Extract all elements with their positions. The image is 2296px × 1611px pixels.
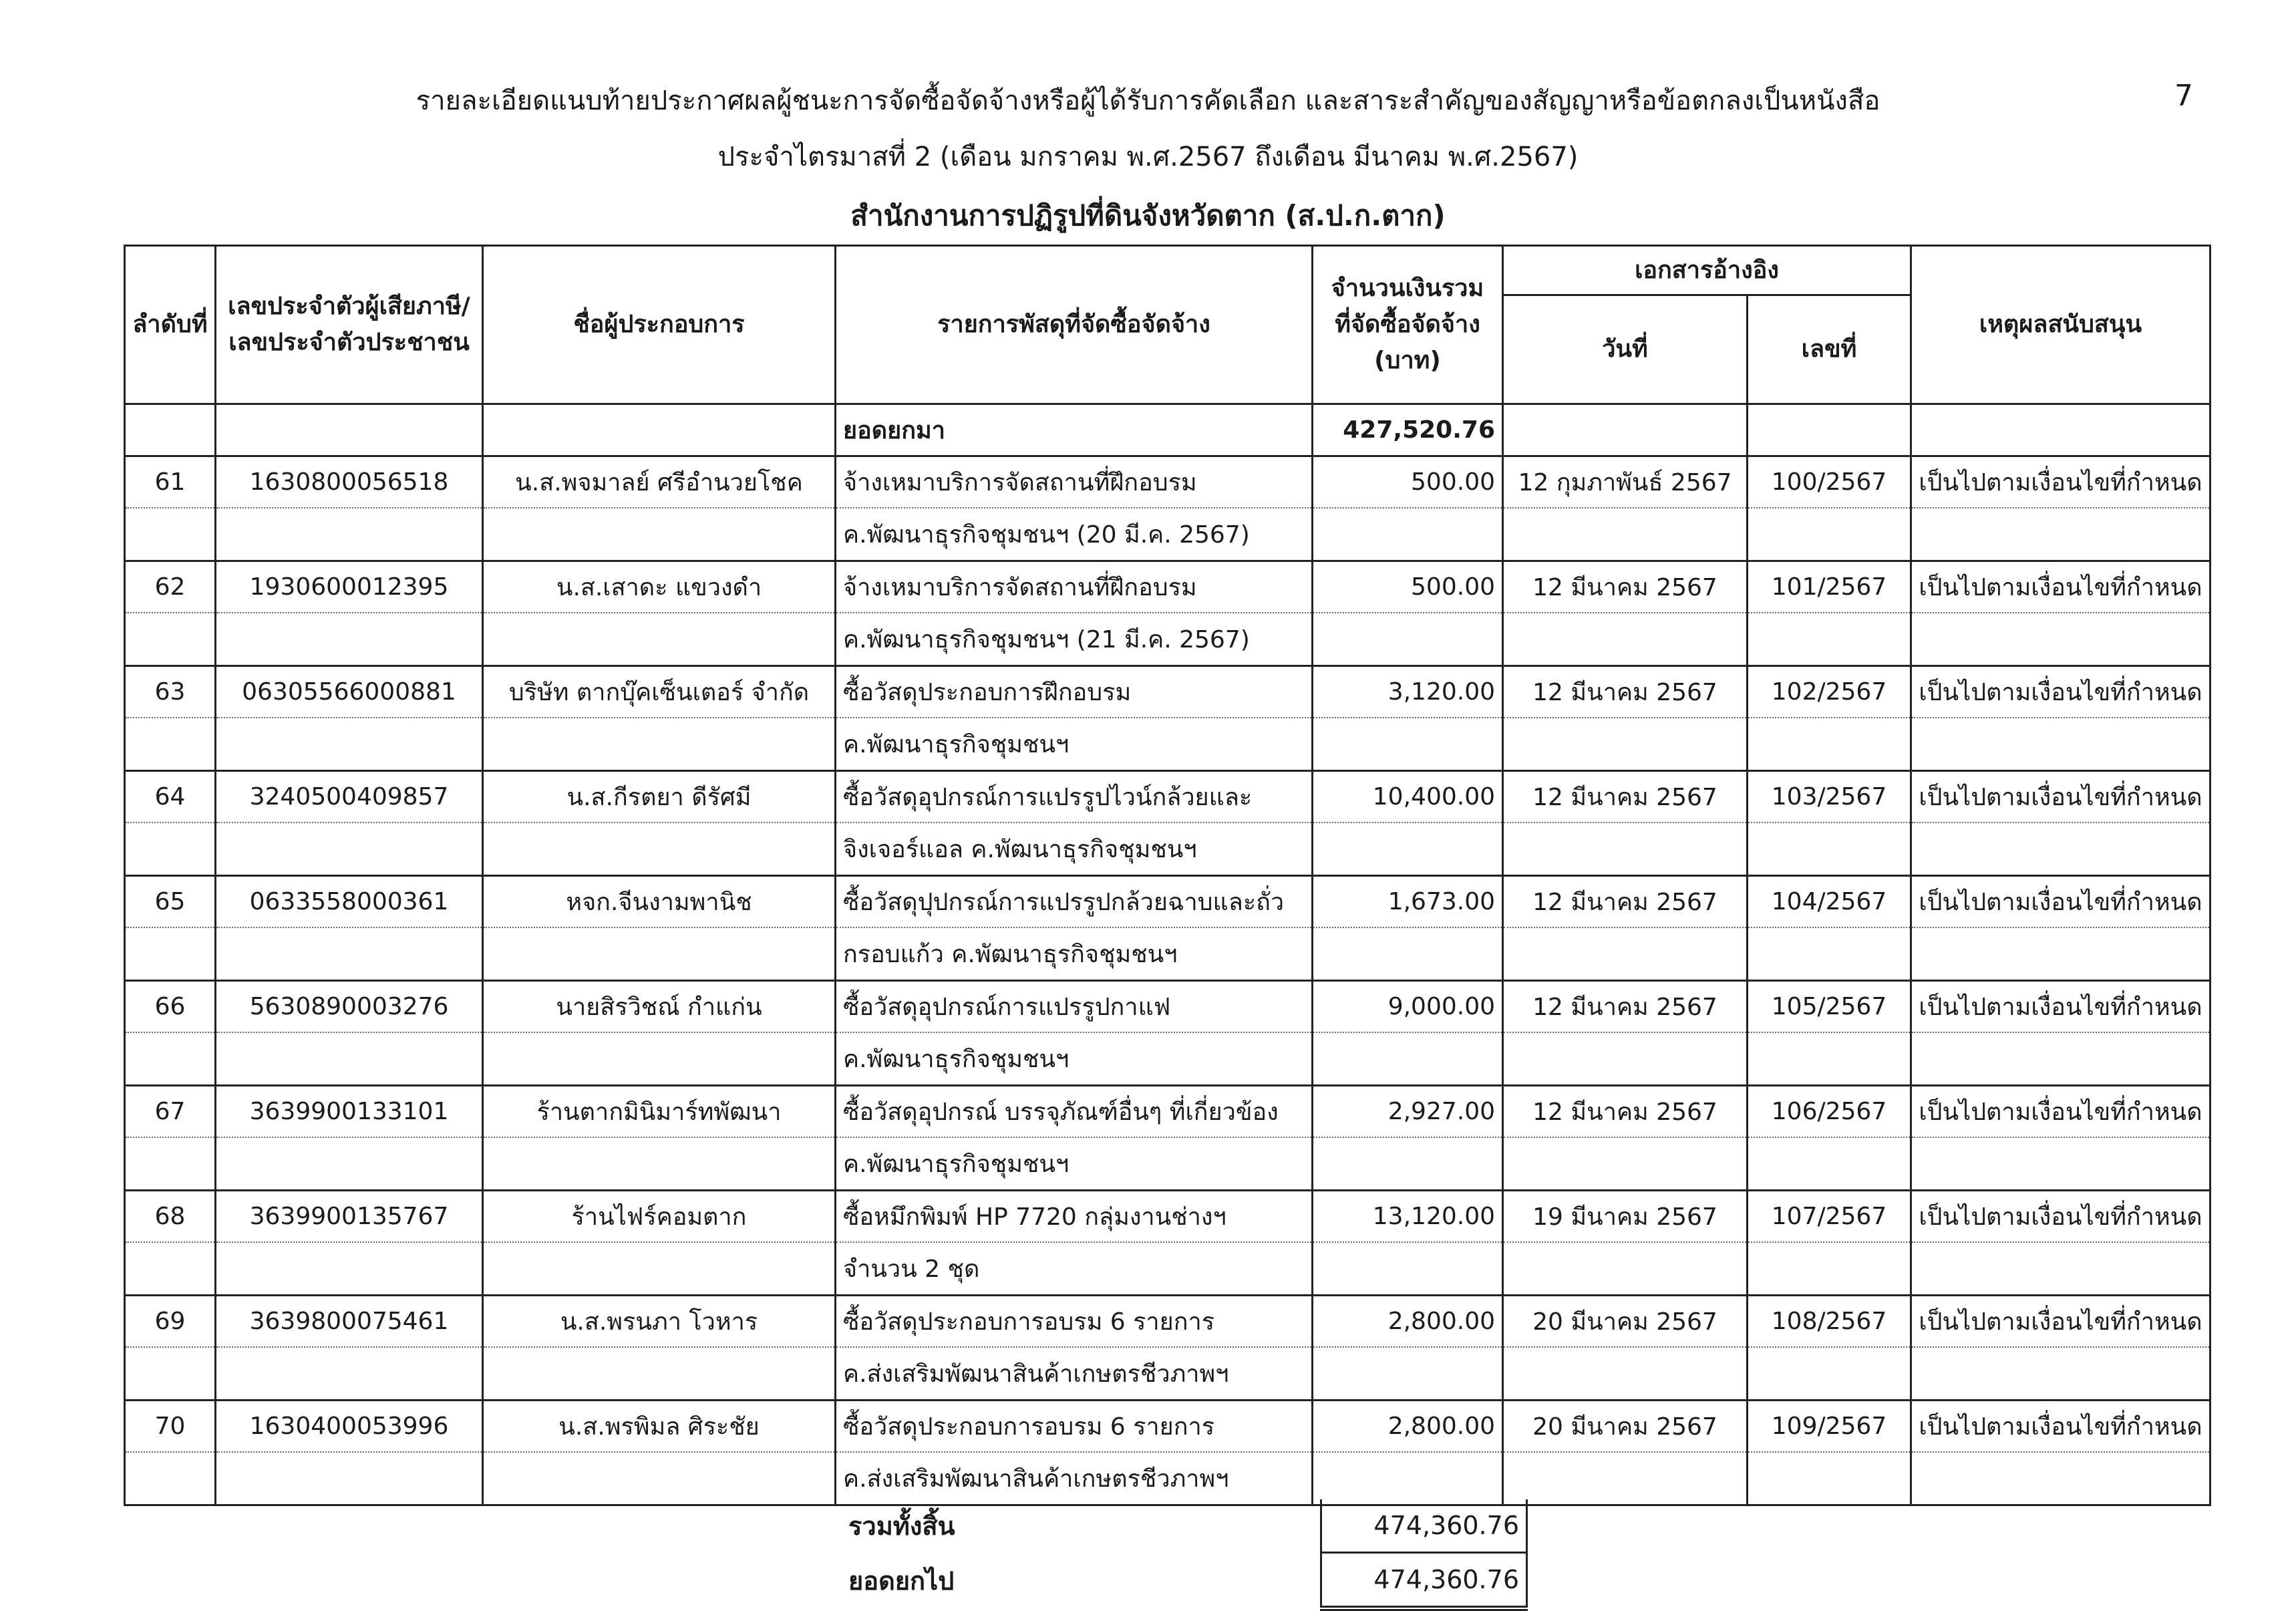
taxid-cell: 3240500409857 <box>216 771 483 823</box>
vendor-cell: น.ส.เสาดะ แขวงดำ <box>483 561 836 613</box>
empty-cell <box>1748 823 1911 876</box>
document-period: ประจำไตรมาสที่ 2 (เดือน มกราคม พ.ศ.2567 ถึงเดือน มีนาคม พ.ศ.2567) <box>717 142 1579 172</box>
vendor-cell: หจก.จีนงามพานิช <box>483 876 836 928</box>
agency-name: สำนักงานการปฏิรูปที่ดินจังหวัดตาก (ส.ป.ก.ตาก) <box>850 199 1446 232</box>
seq-cell: 63 <box>125 666 216 718</box>
ref-no-cell: 101/2567 <box>1748 561 1911 613</box>
header-amount <box>1313 246 1503 404</box>
empty-cell <box>1911 1032 2210 1086</box>
seq-cell: 67 <box>125 1086 216 1138</box>
empty-cell <box>1503 1137 1748 1191</box>
amount-cell: 500.00 <box>1313 561 1503 613</box>
table-header <box>125 246 2210 404</box>
ref-no-cell: 107/2567 <box>1748 1191 1911 1243</box>
amount-cell: 9,000.00 <box>1313 981 1503 1033</box>
empty-cell <box>216 1347 483 1401</box>
empty-cell <box>125 1347 216 1401</box>
carried-in-amount: 427,520.76 <box>1313 404 1503 456</box>
empty-cell <box>1748 718 1911 771</box>
item-line2-cell: ค.พัฒนาธุรกิจชุมชนฯ <box>836 718 1313 771</box>
empty-cell <box>1503 1347 1748 1401</box>
document-title: รายละเอียดแนบท้ายประกาศผลผู้ชนะการจัดซื้อจัดจ้างหรือผู้ได้รับการคัดเลือก และสาระสำคัญของสัญญาหรือข้อตกลงเป็นหนังสือ <box>416 86 1880 116</box>
empty-cell <box>216 613 483 666</box>
empty-cell <box>1748 1137 1911 1191</box>
table-row <box>125 1296 2210 1348</box>
empty-cell <box>483 718 836 771</box>
reason-cell: เป็นไปตามเงื่อนไขที่กำหนด <box>1911 981 2210 1033</box>
taxid-cell: 1930600012395 <box>216 561 483 613</box>
seq-cell: 69 <box>125 1296 216 1348</box>
amount-cell: 1,673.00 <box>1313 876 1503 928</box>
empty-cell <box>125 927 216 981</box>
empty-cell <box>1911 508 2210 561</box>
header-vendor: ชื่อผู้ประกอบการ <box>483 246 836 404</box>
empty-cell <box>216 404 483 456</box>
empty-cell <box>1503 404 1748 456</box>
amount-cell: 2,927.00 <box>1313 1086 1503 1138</box>
empty-cell <box>1911 823 2210 876</box>
seq-cell: 70 <box>125 1401 216 1453</box>
ref-no-cell: 100/2567 <box>1748 456 1911 508</box>
table-row-continuation <box>125 718 2210 771</box>
empty-cell <box>483 927 836 981</box>
empty-cell <box>1313 1242 1503 1296</box>
item-line1-cell: ซื้อวัสดุประกอบการอบรม 6 รายการ <box>836 1401 1313 1453</box>
empty-cell <box>125 1137 216 1191</box>
header-ref-no: เลขที่ <box>1748 295 1911 404</box>
item-line1-cell: จ้างเหมาบริการจัดสถานที่ฝึกอบรม <box>836 561 1313 613</box>
empty-cell <box>1313 1347 1503 1401</box>
taxid-cell: 3639800075461 <box>216 1296 483 1348</box>
item-line1-cell: ซื้อวัสดุอุปกรณ์ บรรจุภัณฑ์อื่นๆ ที่เกี่ยวข้อง <box>836 1086 1313 1138</box>
header-taxid <box>216 246 483 404</box>
empty-cell <box>125 823 216 876</box>
reason-cell: เป็นไปตามเงื่อนไขที่กำหนด <box>1911 666 2210 718</box>
item-line2-cell: ค.พัฒนาธุรกิจชุมชนฯ <box>836 1137 1313 1191</box>
empty-cell <box>1748 613 1911 666</box>
empty-cell <box>1911 718 2210 771</box>
reason-cell: เป็นไปตามเงื่อนไขที่กำหนด <box>1911 1296 2210 1348</box>
reason-cell: เป็นไปตามเงื่อนไขที่กำหนด <box>1911 771 2210 823</box>
taxid-cell: 5630890003276 <box>216 981 483 1033</box>
vendor-cell: ร้านตากมินิมาร์ทพัฒนา <box>483 1086 836 1138</box>
empty-cell <box>1313 613 1503 666</box>
empty-cell <box>216 508 483 561</box>
table-row-continuation <box>125 823 2210 876</box>
seq-cell: 64 <box>125 771 216 823</box>
item-line2-cell: ค.พัฒนาธุรกิจชุมชนฯ (21 มี.ค. 2567) <box>836 613 1313 666</box>
vendor-cell: น.ส.พรนภา โวหาร <box>483 1296 836 1348</box>
amount-cell: 2,800.00 <box>1313 1296 1503 1348</box>
table-row <box>125 771 2210 823</box>
table-row <box>125 876 2210 928</box>
taxid-cell: 3639900133101 <box>216 1086 483 1138</box>
ref-no-cell: 103/2567 <box>1748 771 1911 823</box>
table-row-continuation <box>125 1137 2210 1191</box>
empty-cell <box>1503 718 1748 771</box>
ref-no-cell: 104/2567 <box>1748 876 1911 928</box>
item-line2-cell: ค.ส่งเสริมพัฒนาสินค้าเกษตรชีวภาพฯ <box>836 1452 1313 1505</box>
empty-cell <box>483 613 836 666</box>
empty-cell <box>1911 1242 2210 1296</box>
table-row-continuation <box>125 1032 2210 1086</box>
empty-cell <box>483 1032 836 1086</box>
empty-cell <box>216 1032 483 1086</box>
amount-cell: 13,120.00 <box>1313 1191 1503 1243</box>
amount-cell: 2,800.00 <box>1313 1401 1503 1453</box>
carried-out-amount: 474,360.76 <box>1321 1553 1527 1609</box>
carried-in-label: ยอดยกมา <box>836 404 1313 456</box>
header-taxid-line1: เลขประจำตัวผู้เสียภาษี/ <box>228 293 470 320</box>
empty-cell <box>1313 508 1503 561</box>
item-line1-cell: จ้างเหมาบริการจัดสถานที่ฝึกอบรม <box>836 456 1313 508</box>
empty-cell <box>216 1452 483 1505</box>
empty-cell <box>1911 1452 2210 1505</box>
empty-cell <box>483 1242 836 1296</box>
item-line1-cell: ซื้อวัสดุปุปกรณ์การแปรรูปกล้วยฉาบและถั่ว <box>836 876 1313 928</box>
carried-out-row <box>835 1553 1527 1609</box>
empty-cell <box>1313 1137 1503 1191</box>
empty-cell <box>1313 1452 1503 1505</box>
vendor-cell: บริษัท ตากบุ๊คเซ็นเตอร์ จำกัด <box>483 666 836 718</box>
seq-cell: 65 <box>125 876 216 928</box>
seq-cell: 68 <box>125 1191 216 1243</box>
carried-in-row <box>125 404 2210 456</box>
empty-cell <box>483 508 836 561</box>
empty-cell <box>1748 927 1911 981</box>
total-amount: 474,360.76 <box>1321 1499 1527 1553</box>
ref-date-cell: 12 มีนาคม 2567 <box>1503 561 1748 613</box>
item-line2-cell: ค.ส่งเสริมพัฒนาสินค้าเกษตรชีวภาพฯ <box>836 1347 1313 1401</box>
empty-cell <box>1911 1137 2210 1191</box>
reason-cell: เป็นไปตามเงื่อนไขที่กำหนด <box>1911 1191 2210 1243</box>
empty-cell <box>1503 927 1748 981</box>
item-line2-cell: ค.พัฒนาธุรกิจชุมชนฯ <box>836 1032 1313 1086</box>
empty-cell <box>483 1137 836 1191</box>
table-row <box>125 456 2210 508</box>
empty-cell <box>216 823 483 876</box>
item-line1-cell: ซื้อหมึกพิมพ์ HP 7720 กลุ่มงานช่างฯ <box>836 1191 1313 1243</box>
empty-cell <box>1911 1347 2210 1401</box>
page-number: 7 <box>2174 79 2193 113</box>
empty-cell <box>1313 927 1503 981</box>
empty-cell <box>1911 927 2210 981</box>
empty-cell <box>1748 508 1911 561</box>
reason-cell: เป็นไปตามเงื่อนไขที่กำหนด <box>1911 1086 2210 1138</box>
ref-no-cell: 105/2567 <box>1748 981 1911 1033</box>
item-line2-cell: กรอบแก้ว ค.พัฒนาธุรกิจชุมชนฯ <box>836 927 1313 981</box>
vendor-cell: น.ส.พจมาลย์ ศรีอำนวยโชค <box>483 456 836 508</box>
empty-cell <box>216 718 483 771</box>
empty-cell <box>125 613 216 666</box>
item-line1-cell: ซื้อวัสดุอุปกรณ์การแปรรูปกาแฟ <box>836 981 1313 1033</box>
empty-cell <box>1503 1452 1748 1505</box>
empty-cell <box>483 823 836 876</box>
empty-cell <box>216 1137 483 1191</box>
empty-cell <box>1748 404 1911 456</box>
reason-cell: เป็นไปตามเงื่อนไขที่กำหนด <box>1911 1401 2210 1453</box>
ref-no-cell: 109/2567 <box>1748 1401 1911 1453</box>
ref-date-cell: 20 มีนาคม 2567 <box>1503 1296 1748 1348</box>
empty-cell <box>125 718 216 771</box>
taxid-cell: 1630400053996 <box>216 1401 483 1453</box>
empty-cell <box>125 1452 216 1505</box>
item-line1-cell: ซื้อวัสดุประกอบการฝึกอบรม <box>836 666 1313 718</box>
ref-date-cell: 12 มีนาคม 2567 <box>1503 771 1748 823</box>
table-row <box>125 1191 2210 1243</box>
procurement-table <box>124 245 2211 1506</box>
empty-cell <box>1313 823 1503 876</box>
header-item: รายการพัสดุที่จัดซื้อจัดจ้าง <box>836 246 1313 404</box>
item-line2-cell: จิงเจอร์แอล ค.พัฒนาธุรกิจชุมชนฯ <box>836 823 1313 876</box>
table-row-continuation <box>125 613 2210 666</box>
empty-cell <box>125 1242 216 1296</box>
header-amount-line2: ที่จัดซื้อจัดจ้าง <box>1335 311 1480 338</box>
table-row-continuation <box>125 1347 2210 1401</box>
table-row <box>125 666 2210 718</box>
table-row-continuation <box>125 1242 2210 1296</box>
table-row <box>125 981 2210 1033</box>
item-line1-cell: ซื้อวัสดุประกอบการอบรม 6 รายการ <box>836 1296 1313 1348</box>
ref-no-cell: 106/2567 <box>1748 1086 1911 1138</box>
empty-cell <box>1503 1242 1748 1296</box>
seq-cell: 66 <box>125 981 216 1033</box>
ref-no-cell: 102/2567 <box>1748 666 1911 718</box>
amount-cell: 500.00 <box>1313 456 1503 508</box>
taxid-cell: 06305566000881 <box>216 666 483 718</box>
empty-cell <box>1748 1032 1911 1086</box>
header-amount-line1: จำนวนเงินรวม <box>1331 275 1484 302</box>
table-row <box>125 1401 2210 1453</box>
ref-date-cell: 12 มีนาคม 2567 <box>1503 666 1748 718</box>
empty-cell <box>216 1242 483 1296</box>
reason-cell: เป็นไปตามเงื่อนไขที่กำหนด <box>1911 876 2210 928</box>
empty-cell <box>125 1032 216 1086</box>
table-row <box>125 561 2210 613</box>
header-taxid-line2: เลขประจำตัวประชาชน <box>228 329 470 356</box>
empty-cell <box>483 404 836 456</box>
empty-cell <box>1748 1347 1911 1401</box>
reason-cell: เป็นไปตามเงื่อนไขที่กำหนด <box>1911 456 2210 508</box>
ref-date-cell: 12 มีนาคม 2567 <box>1503 1086 1748 1138</box>
item-line1-cell: ซื้อวัสดุอุปกรณ์การแปรรูปไวน์กล้วยและ <box>836 771 1313 823</box>
ref-date-cell: 20 มีนาคม 2567 <box>1503 1401 1748 1453</box>
vendor-cell: ร้านไฟร์คอมตาก <box>483 1191 836 1243</box>
empty-cell <box>1911 613 2210 666</box>
empty-cell <box>1748 1242 1911 1296</box>
header-seq: ลำดับที่ <box>125 246 216 404</box>
empty-cell <box>1503 823 1748 876</box>
ref-date-cell: 12 มีนาคม 2567 <box>1503 876 1748 928</box>
vendor-cell: น.ส.พรพิมล ศิระชัย <box>483 1401 836 1453</box>
empty-cell <box>1503 1032 1748 1086</box>
vendor-cell: น.ส.กีรตยา ดีรัศมี <box>483 771 836 823</box>
seq-cell: 62 <box>125 561 216 613</box>
table-row <box>125 1086 2210 1138</box>
empty-cell <box>125 508 216 561</box>
empty-cell <box>1313 718 1503 771</box>
seq-cell: 61 <box>125 456 216 508</box>
totals-table <box>835 1499 1528 1611</box>
amount-cell: 10,400.00 <box>1313 771 1503 823</box>
taxid-cell: 1630800056518 <box>216 456 483 508</box>
table-row-continuation <box>125 927 2210 981</box>
table-row-continuation <box>125 508 2210 561</box>
ref-no-cell: 108/2567 <box>1748 1296 1911 1348</box>
table-body <box>125 404 2210 1505</box>
empty-cell <box>1313 1032 1503 1086</box>
table-row-continuation <box>125 1452 2210 1505</box>
carried-out-label: ยอดยกไป <box>848 1566 955 1596</box>
empty-cell <box>216 927 483 981</box>
item-line2-cell: ค.พัฒนาธุรกิจชุมชนฯ (20 มี.ค. 2567) <box>836 508 1313 561</box>
header-amount-line3: (บาท) <box>1374 347 1441 374</box>
header-ref-date: วันที่ <box>1503 295 1748 404</box>
empty-cell <box>483 1347 836 1401</box>
amount-cell: 3,120.00 <box>1313 666 1503 718</box>
ref-date-cell: 12 มีนาคม 2567 <box>1503 981 1748 1033</box>
empty-cell <box>1911 404 2210 456</box>
taxid-cell: 3639900135767 <box>216 1191 483 1243</box>
empty-cell <box>1503 613 1748 666</box>
empty-cell <box>1748 1452 1911 1505</box>
ref-date-cell: 19 มีนาคม 2567 <box>1503 1191 1748 1243</box>
empty-cell <box>125 404 216 456</box>
header-reason: เหตุผลสนับสนุน <box>1911 246 2210 404</box>
empty-cell <box>483 1452 836 1505</box>
item-line2-cell: จำนวน 2 ชุด <box>836 1242 1313 1296</box>
total-label: รวมทั้งสิ้น <box>848 1511 955 1542</box>
vendor-cell: นายสิรวิชณ์ กำแก่น <box>483 981 836 1033</box>
header-ref: เอกสารอ้างอิง <box>1503 246 1911 295</box>
ref-date-cell: 12 กุมภาพันธ์ 2567 <box>1503 456 1748 508</box>
reason-cell: เป็นไปตามเงื่อนไขที่กำหนด <box>1911 561 2210 613</box>
empty-cell <box>1503 508 1748 561</box>
total-row <box>835 1499 1527 1553</box>
taxid-cell: 0633558000361 <box>216 876 483 928</box>
